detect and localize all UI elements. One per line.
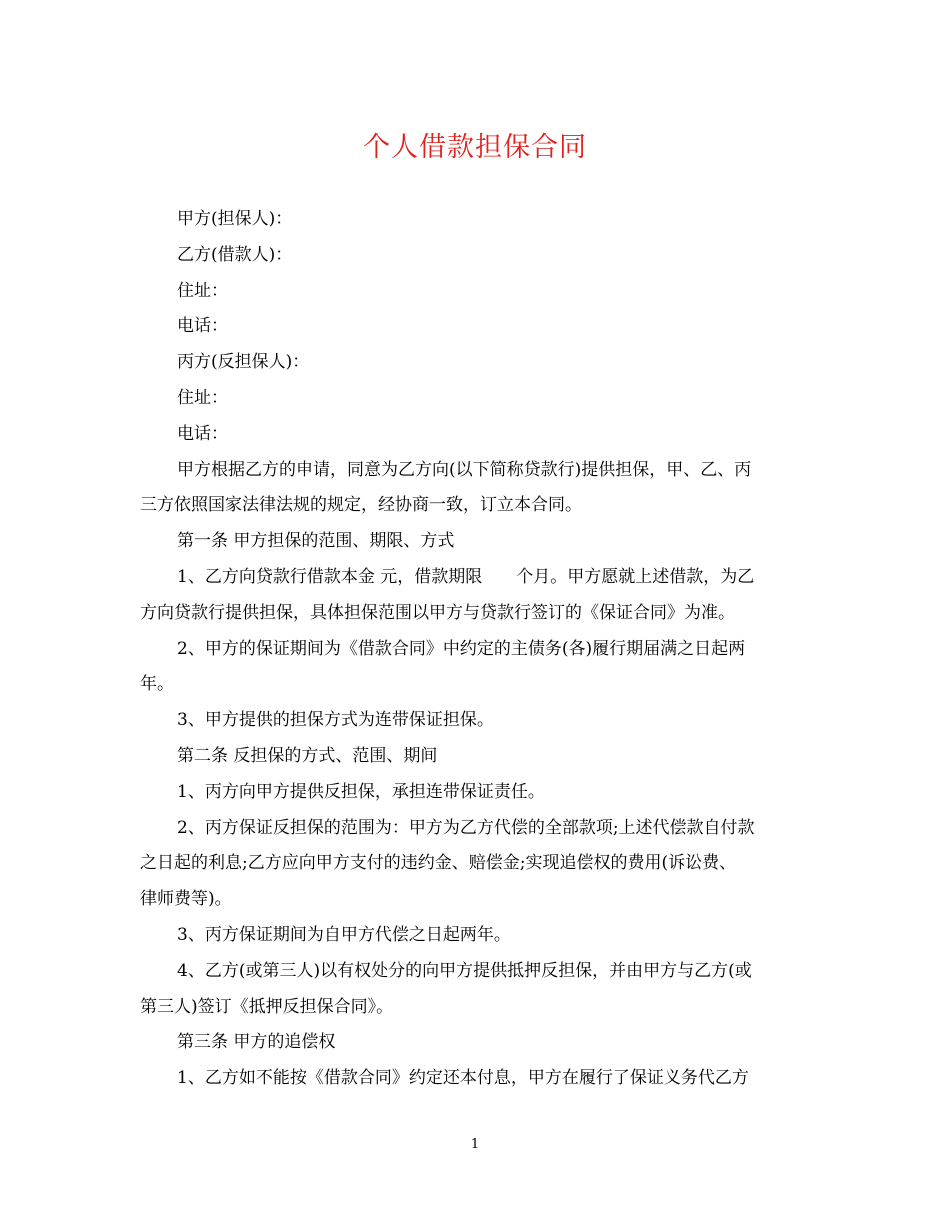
text-line: 甲方根据乙方的申请，同意为乙方向(以下简称贷款行)提供担保，甲、乙、丙 bbox=[177, 459, 752, 480]
text-line: 律师费等)。 bbox=[140, 889, 232, 910]
text-line: 3、丙方保证期间为自甲方代偿之日起两年。 bbox=[177, 924, 511, 945]
document-body bbox=[140, 202, 812, 1097]
text-line: 2、丙方保证反担保的范围为：甲方为乙方代偿的全部款项;上述代偿款自付款 bbox=[177, 817, 755, 838]
text-line: 住址： bbox=[177, 280, 228, 301]
text-line: 3、甲方提供的担保方式为连带保证担保。 bbox=[177, 710, 494, 731]
text-line: 方向贷款行提供担保，具体担保范围以甲方与贷款行签订的《保证合同》为准。 bbox=[140, 602, 735, 623]
text-line: 第三人)签订《抵押反担保合同》。 bbox=[140, 996, 394, 1017]
text-line: 丙方(反担保人)： bbox=[177, 352, 310, 373]
page-number: 1 bbox=[470, 1137, 480, 1152]
document-title: 个人借款担保合同 bbox=[363, 132, 587, 163]
text-line: 第一条 甲方担保的范围、期限、方式 bbox=[177, 531, 455, 552]
text-line: 1、乙方向贷款行借款本金 元，借款期限 个月。甲方愿就上述借款，为乙 bbox=[177, 566, 755, 587]
text-line: 2、甲方的保证期间为《借款合同》中约定的主债务(各)履行期届满之日起两 bbox=[177, 638, 746, 659]
text-line: 电话： bbox=[177, 316, 228, 337]
text-line: 甲方(担保人)： bbox=[177, 209, 293, 229]
text-line: 住址： bbox=[177, 387, 228, 408]
text-line: 1、乙方如不能按《借款合同》约定还本付息，甲方在履行了保证义务代乙方 bbox=[177, 1068, 749, 1089]
text-line: 1、丙方向甲方提供反担保，承担连带保证责任。 bbox=[177, 781, 545, 802]
text-line: 乙方(借款人)： bbox=[177, 244, 293, 265]
text-line: 年。 bbox=[140, 674, 174, 695]
text-line: 电话： bbox=[177, 423, 228, 444]
text-line: 之日起的利息;乙方应向甲方支付的违约金、赔偿金;实现追偿权的费用(诉讼费、 bbox=[140, 853, 737, 874]
text-line: 4、乙方(或第三人)以有权处分的向甲方提供抵押反担保，并由甲方与乙方(或 bbox=[177, 960, 752, 981]
text-line: 三方依照国家法律法规的规定，经协商一致，订立本合同。 bbox=[140, 495, 582, 516]
text-line: 第二条 反担保的方式、范围、期间 bbox=[177, 745, 438, 766]
text-line: 第三条 甲方的追偿权 bbox=[177, 1032, 336, 1053]
